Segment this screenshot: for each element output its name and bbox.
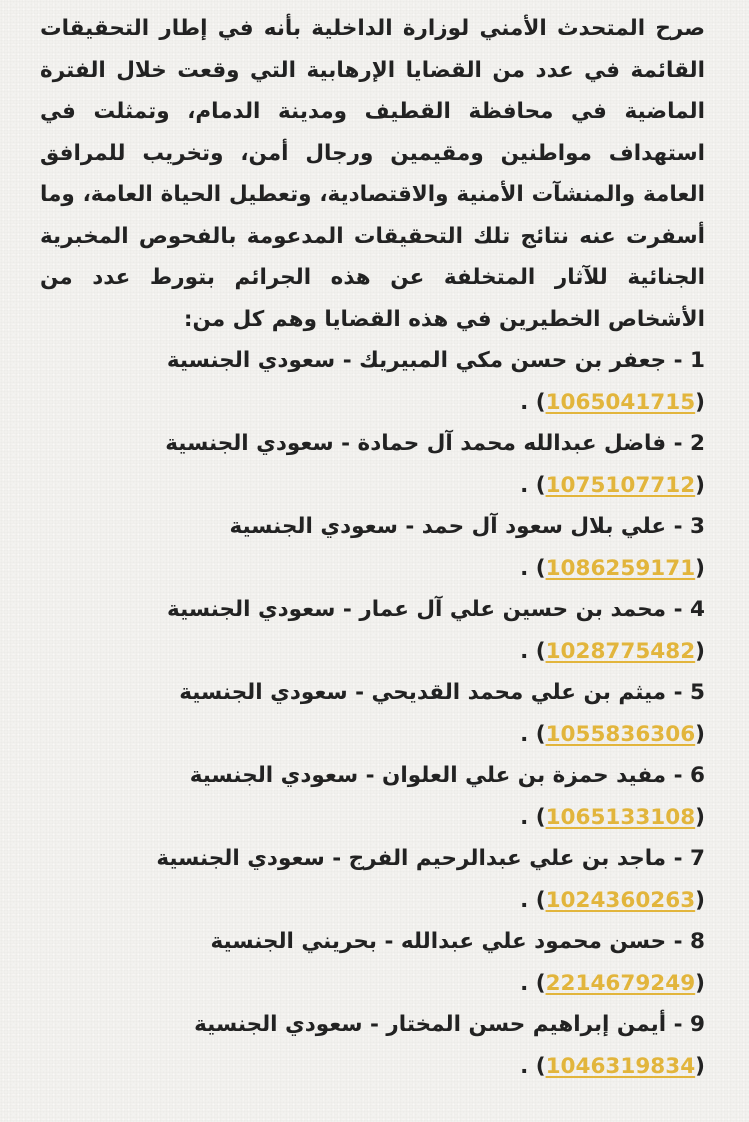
id-number-link[interactable]: 1086259171 bbox=[545, 555, 696, 581]
person-name: جعفر بن حسن مكي المبيريك bbox=[359, 348, 667, 373]
list-item: 2 - فاضل عبدالله محمد آل حمادة - سعودي الجنسية (1075107712) . bbox=[165, 431, 705, 498]
item-number: 9 bbox=[690, 1012, 705, 1037]
item-number: 3 bbox=[690, 514, 705, 539]
person-nationality: سعودي الجنسية bbox=[166, 348, 336, 373]
person-name: ماجد بن علي عبدالرحيم الفرج bbox=[348, 846, 667, 871]
list-item: 9 - أيمن إبراهيم حسن المختار - سعودي الجنسية (1046319834) . bbox=[194, 1012, 705, 1079]
item-number: 1 bbox=[690, 348, 705, 373]
person-name: ميثم بن علي محمد القديحي bbox=[371, 680, 667, 705]
list-item: 1 - جعفر بن حسن مكي المبيريك - سعودي الجنسية (1065041715) . bbox=[166, 348, 705, 415]
statement-paragraph: صرح المتحدث الأمني لوزارة الداخلية بأنه في إطار التحقيقات القائمة في عدد من القضايا الإرهابية التي وقعت خلال الفترة الماضية في محافظة القطيف ومدينة الدمام، وتمثلت في استهداف مواطنين ومقيمين ورجال أمن، وتخريب للمرافق العامة والمنشآت الأمنية والاقتصادية، وتعطيل الحياة العامة، وما أسفرت عنه نتائج تلك التحقيقات المدعومة بالفحوص المخبرية الجنائية للآثار المتخلفة عن هذه الجرائم بتورط عدد من الأشخاص الخطيرين في هذه القضايا وهم كل من: bbox=[40, 16, 705, 332]
person-name: محمد بن حسين علي آل عمار bbox=[359, 597, 667, 622]
item-number: 8 bbox=[690, 929, 705, 954]
item-number: 7 bbox=[690, 846, 705, 871]
person-nationality: سعودي الجنسية bbox=[194, 1012, 363, 1037]
person-name: علي بلال سعود آل حمد bbox=[421, 514, 667, 539]
persons-list bbox=[40, 340, 705, 1087]
person-nationality: سعودي الجنسية bbox=[179, 680, 348, 705]
item-number: 5 bbox=[690, 680, 705, 705]
list-item: 5 - ميثم بن علي محمد القديحي - سعودي الجنسية (1055836306) . bbox=[179, 680, 705, 747]
id-number-link[interactable]: 1075107712 bbox=[545, 472, 696, 498]
id-number-link[interactable]: 2214679249 bbox=[545, 970, 696, 996]
list-item: 6 - مفيد حمزة بن علي العلوان - سعودي الجنسية (1065133108) . bbox=[189, 763, 705, 830]
person-name: حسن محمود علي عبدالله bbox=[400, 929, 667, 954]
id-number-link[interactable]: 1065041715 bbox=[545, 389, 696, 415]
list-item: 4 - محمد بن حسين علي آل عمار - سعودي الجنسية (1028775482) . bbox=[167, 597, 705, 664]
list-item: 7 - ماجد بن علي عبدالرحيم الفرج - سعودي الجنسية (1024360263) . bbox=[156, 846, 705, 913]
item-number: 6 bbox=[690, 763, 705, 788]
person-name: مفيد حمزة بن علي العلوان bbox=[382, 763, 667, 788]
item-number: 2 bbox=[690, 431, 705, 456]
id-number-link[interactable]: 1028775482 bbox=[545, 638, 696, 664]
id-number-link[interactable]: 1065133108 bbox=[545, 804, 696, 830]
item-number: 4 bbox=[690, 597, 705, 622]
id-number-link[interactable]: 1046319834 bbox=[545, 1053, 696, 1079]
person-name: أيمن إبراهيم حسن المختار bbox=[386, 1012, 667, 1037]
person-nationality: بحريني الجنسية bbox=[210, 929, 377, 954]
person-nationality: سعودي الجنسية bbox=[189, 763, 359, 788]
list-item: 3 - علي بلال سعود آل حمد - سعودي الجنسية (1086259171) . bbox=[229, 514, 705, 581]
person-nationality: سعودي الجنسية bbox=[167, 597, 336, 622]
id-number-link[interactable]: 1055836306 bbox=[545, 721, 696, 747]
list-item: 8 - حسن محمود علي عبدالله - بحريني الجنسية (2214679249) . bbox=[210, 929, 705, 996]
person-name: فاضل عبدالله محمد آل حمادة bbox=[357, 431, 667, 456]
person-nationality: سعودي الجنسية bbox=[229, 514, 398, 539]
person-nationality: سعودي الجنسية bbox=[156, 846, 325, 871]
person-nationality: سعودي الجنسية bbox=[165, 431, 334, 456]
id-number-link[interactable]: 1024360263 bbox=[545, 887, 696, 913]
